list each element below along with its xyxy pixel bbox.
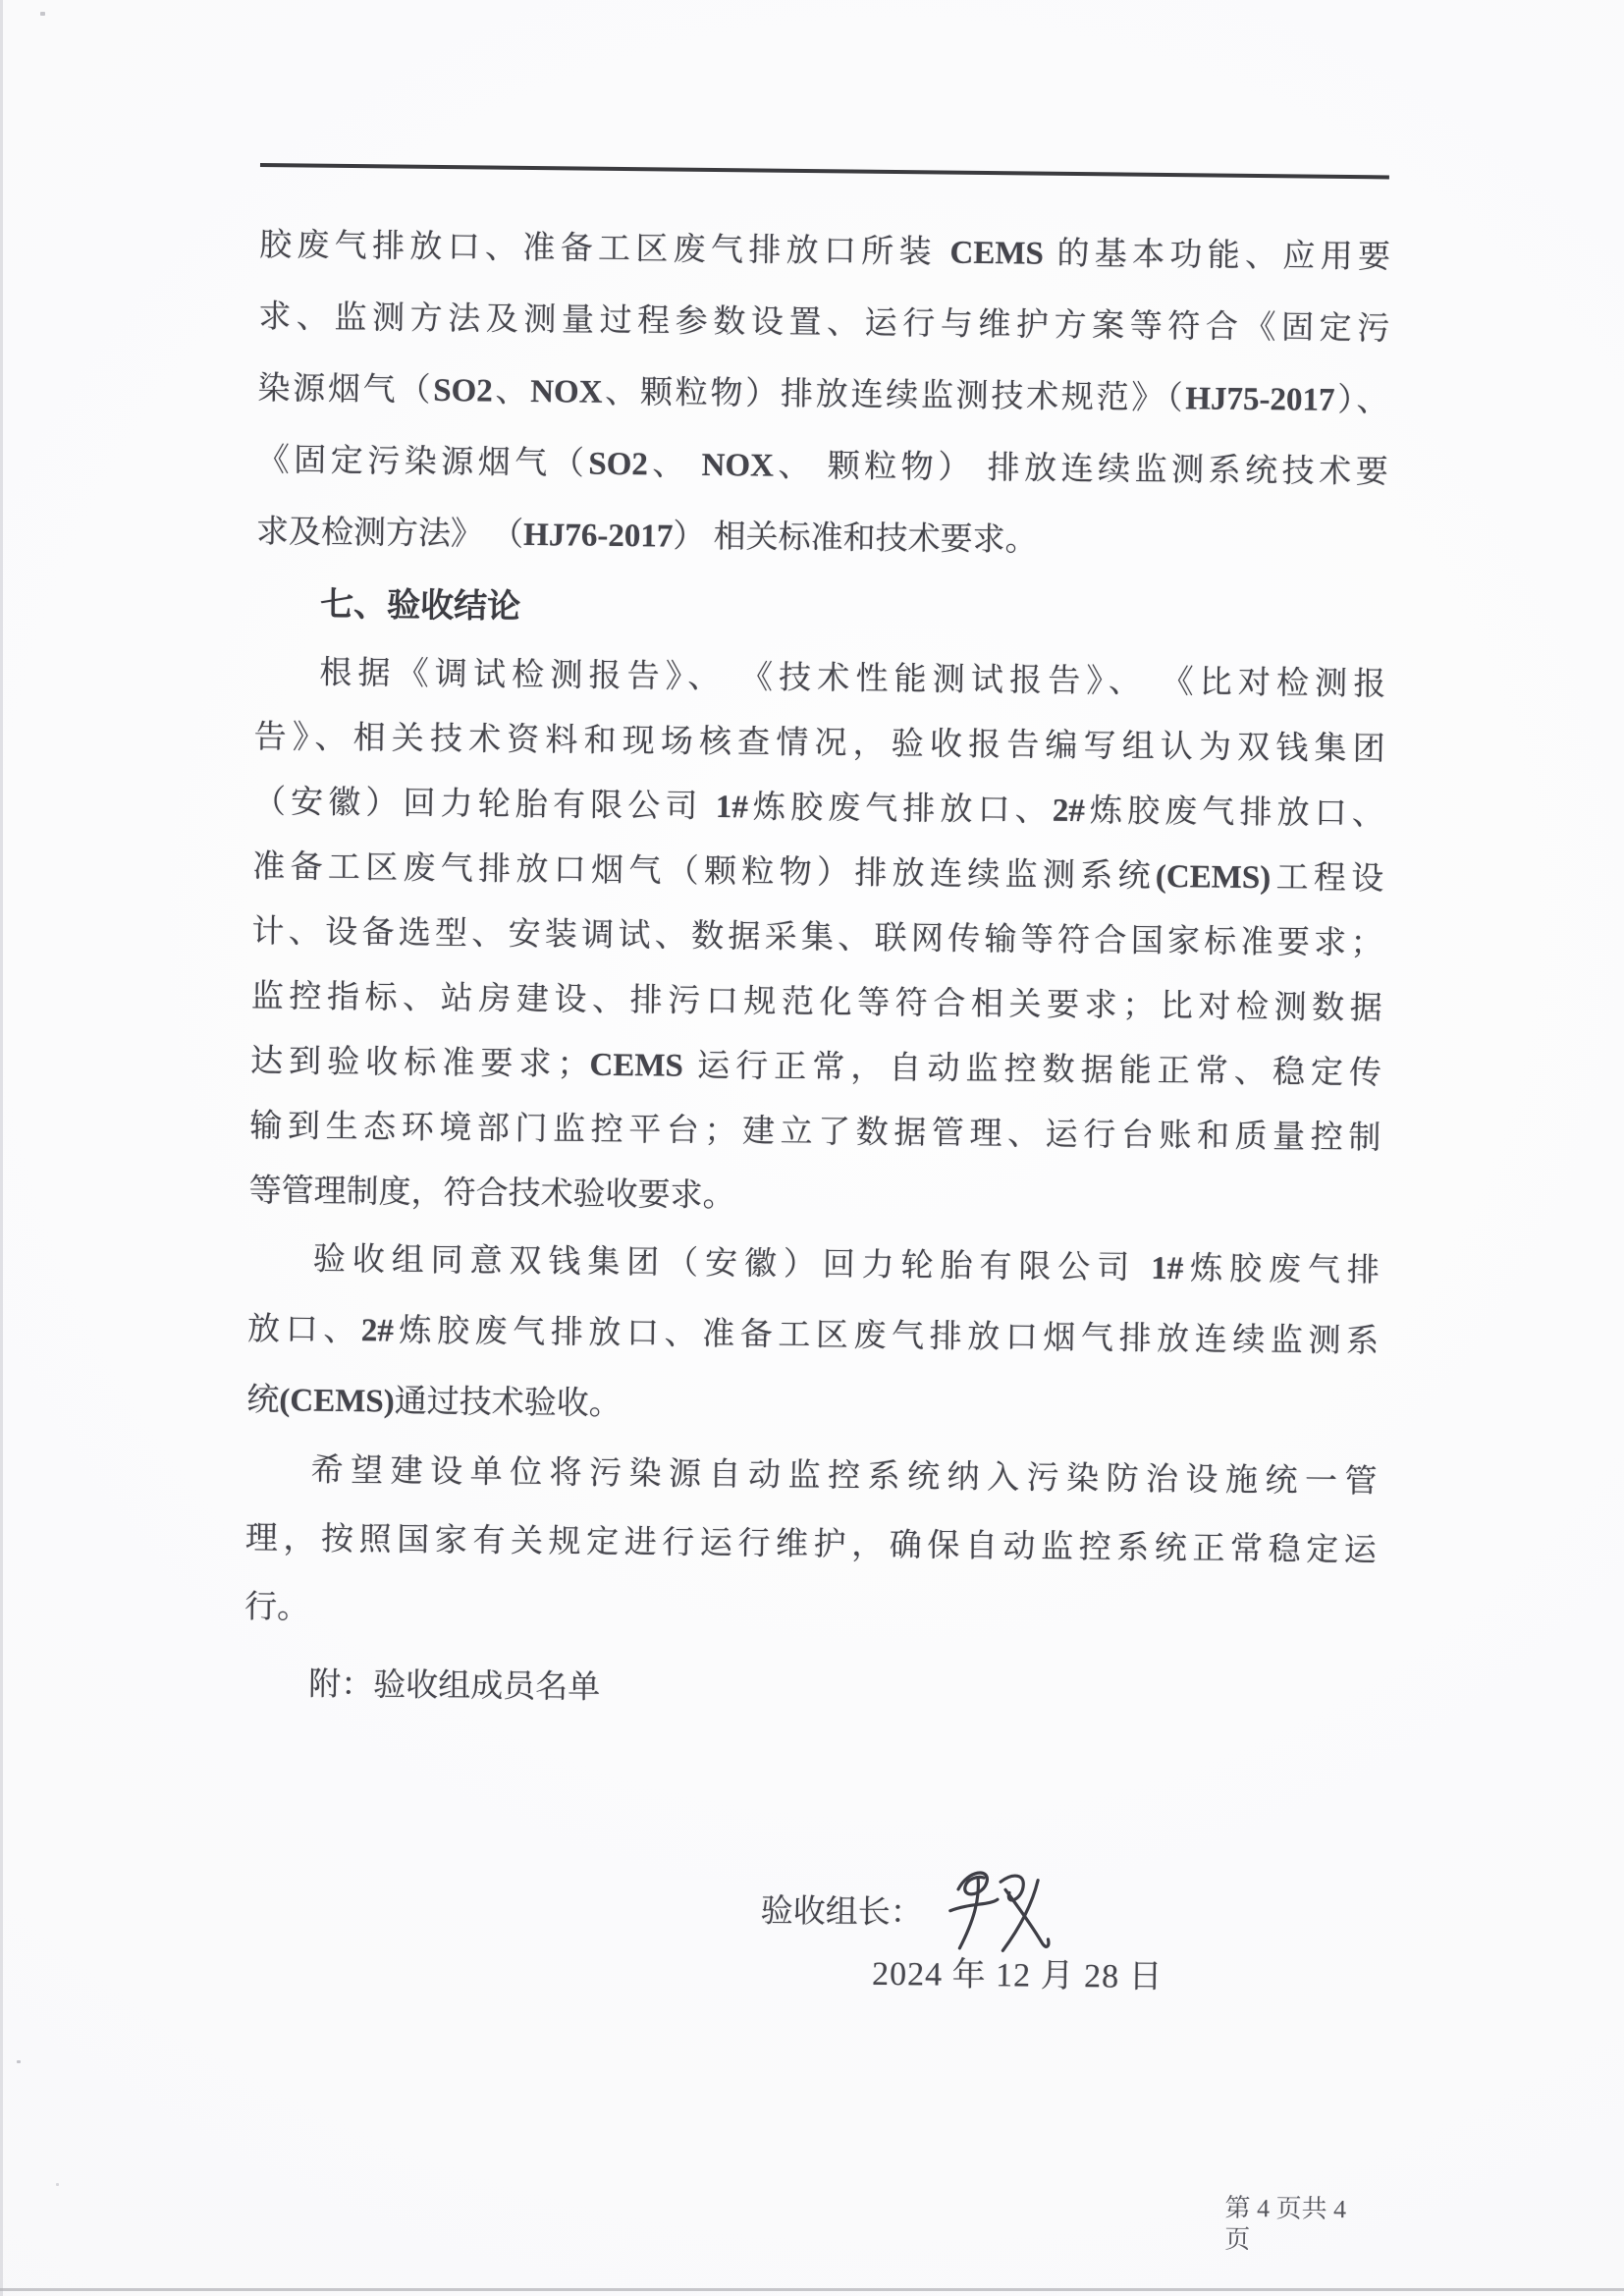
scan-bottom-edge-artifact xyxy=(0,2288,1624,2291)
latin-text: (CEMS) xyxy=(1155,858,1272,897)
scan-left-edge-artifact xyxy=(0,0,3,2296)
text-line: 等管理制度，符合技术验收要求。 xyxy=(248,1173,735,1215)
latin-text: 4 xyxy=(1256,2194,1271,2223)
recommendation-paragraph xyxy=(244,1436,1378,1654)
latin-text: HJ75-2017 xyxy=(1185,381,1335,418)
scan-speck xyxy=(56,2183,59,2186)
text-line: 希望建设单位将污染源自动监控系统纳入污染防治设施统一管 xyxy=(310,1452,1378,1501)
latin-text: NOX xyxy=(530,373,603,410)
signature-label: 验收组长： xyxy=(760,1893,923,1932)
signature-date: 2024 年 12 月 28 日 xyxy=(871,1955,1164,1996)
page-number-footer: 第 4 页共 4 页 xyxy=(1224,2193,1347,2255)
text-line: 《固定污染源烟气（SO2、 NOX、 颗粒物） 排放连续监测系统技术要 xyxy=(256,442,1388,491)
latin-text: CEMS xyxy=(949,235,1045,272)
latin-text: 12 xyxy=(995,1957,1032,1995)
signature-row xyxy=(760,1878,923,1948)
text-line: 告》、相关技术资料和现场核查情况，验收报告编写组认为双钱集团 xyxy=(253,719,1385,768)
latin-text: HJ76-2017 xyxy=(522,517,674,555)
scan-speck xyxy=(17,2060,21,2063)
latin-text: 28 xyxy=(1083,1958,1120,1995)
latin-text: 1# xyxy=(1151,1250,1184,1287)
latin-text: NOX xyxy=(701,447,775,484)
latin-text: (CEMS) xyxy=(279,1383,395,1420)
document-body xyxy=(244,210,1391,1730)
latin-text: 2024 xyxy=(871,1955,944,1994)
conclusion-paragraph-1 xyxy=(248,640,1385,1235)
text-line: 行。 xyxy=(244,1589,310,1626)
latin-text: SO2 xyxy=(433,372,493,410)
text-line: 输到生态环境部门监控平台；建立了数据管理、运行台账和质量控制 xyxy=(249,1108,1381,1157)
text-line: 计、设备选型、安装调试、数据采集、联网传输等符合国家标准要求； xyxy=(251,913,1383,962)
conclusion-paragraph-2 xyxy=(246,1224,1380,1448)
scan-speck xyxy=(40,12,45,16)
page-content xyxy=(238,163,1391,2267)
latin-text: 2# xyxy=(1052,793,1086,830)
section-heading: 七、验收结论 xyxy=(319,586,521,626)
text-line: 附：验收组成员名单 xyxy=(308,1667,601,1706)
text-line: 达到验收标准要求；CEMS 运行正常，自动监控数据能正常、稳定传 xyxy=(249,1043,1382,1092)
text-line: 验收组同意双钱集团（安徽）回力轮胎有限公司 1#炼胶废气排 xyxy=(312,1241,1380,1289)
text-line: 染源烟气（SO2、NOX、颗粒物）排放连续监测技术规范》（HJ75-2017）、 xyxy=(257,370,1389,419)
top-rule xyxy=(260,163,1389,179)
text-line: 求、监测方法及测量过程参数设置、运行与维护方案等符合《固定污 xyxy=(258,299,1390,348)
continued-paragraph xyxy=(256,210,1391,580)
text-line: 放口、2#炼胶废气排放口、准备工区废气排放口烟气排放连续监测系 xyxy=(246,1311,1380,1360)
latin-text: CEMS xyxy=(589,1047,684,1084)
text-line: 理，按照国家有关规定进行运行维护，确保自动监控系统正常稳定运 xyxy=(244,1520,1377,1569)
text-line: 根据《调试检测报告》、 《技术性能测试报告》、 《比对检测报 xyxy=(319,655,1386,703)
latin-text: SO2 xyxy=(588,446,649,483)
latin-text: 1# xyxy=(715,790,748,826)
text-line: 准备工区废气排放口烟气（颗粒物）排放连续监测系统(CEMS)工程设 xyxy=(252,848,1384,898)
handwritten-signature xyxy=(938,1862,1060,1957)
latin-text: 2# xyxy=(360,1313,395,1349)
text-line: 求及检测方法》 （HJ76-2017） 相关标准和技术要求。 xyxy=(255,514,1038,559)
text-line: 监控指标、站房建设、排污口规范化等符合相关要求；比对检测数据 xyxy=(250,978,1382,1027)
attachment-note xyxy=(244,1650,1376,1730)
text-line: （安徽）回力轮胎有限公司 1#炼胶废气排放口、2#炼胶废气排放口、 xyxy=(252,784,1385,833)
text-line: 胶废气排放口、准备工区废气排放口所装 CEMS 的基本功能、应用要 xyxy=(258,227,1391,276)
latin-text: 4 xyxy=(1332,2194,1347,2224)
text-line: 统(CEMS)通过技术验收。 xyxy=(246,1382,622,1423)
